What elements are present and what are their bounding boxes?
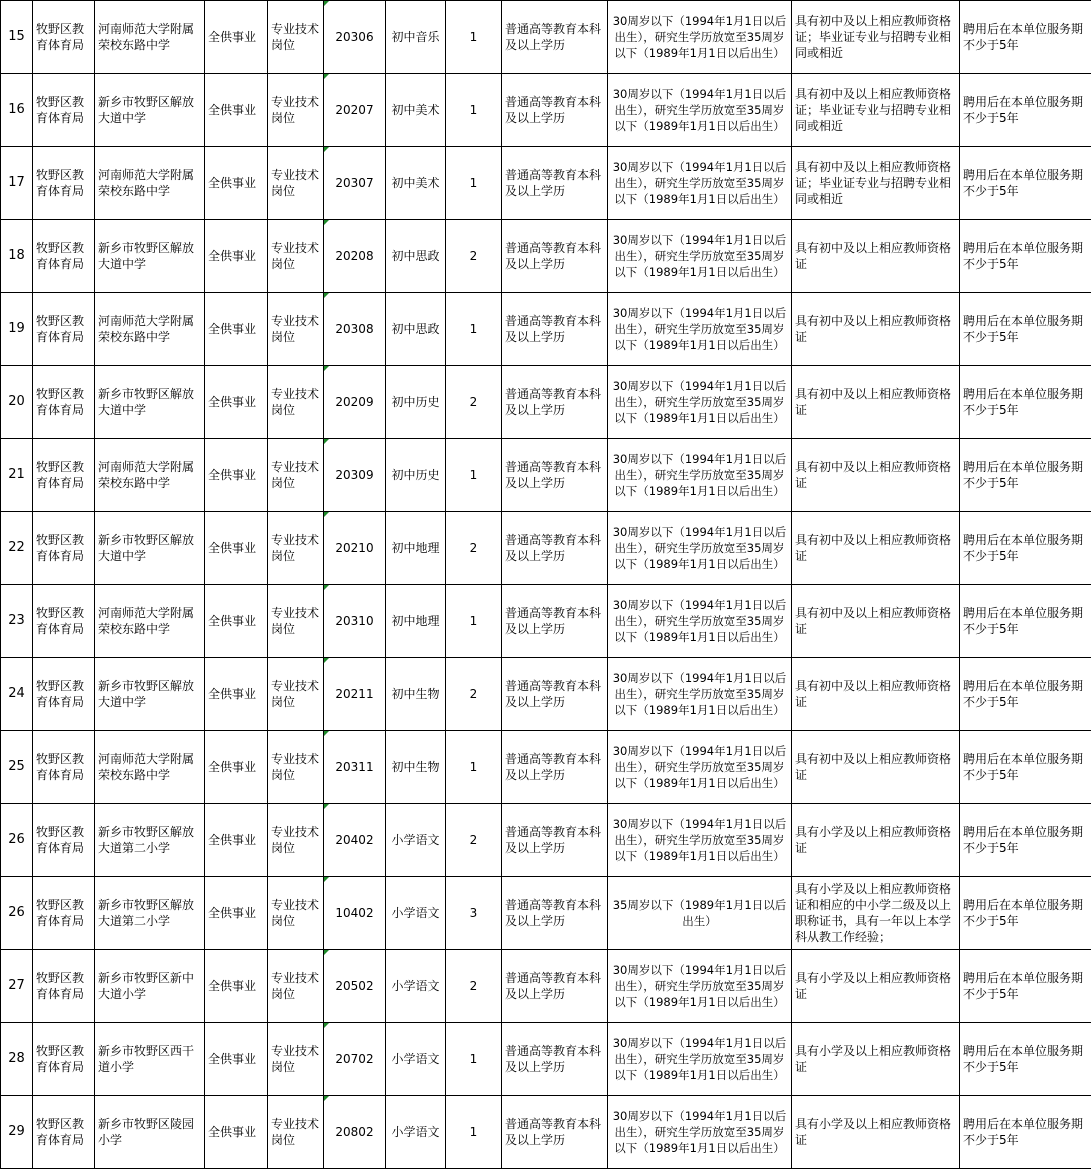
employer-unit-cell: 新乡市牧野区解放大道第二小学 [95,804,205,877]
education-requirement-cell: 普通高等教育本科及以上学历 [502,950,608,1023]
remarks-cell: 聘用后在本单位服务期不少于5年 [960,950,1091,1023]
table-row [1,1096,1091,1169]
funding-type-cell: 全供事业 [205,950,268,1023]
row-number-cell: 27 [1,950,33,1023]
row-number-cell: 19 [1,293,33,366]
qualification-requirement-cell [792,74,960,147]
qualification-requirement-cell [792,293,960,366]
funding-type-cell: 全供事业 [205,804,268,877]
post-code-cell: 10402 [324,877,386,950]
post-name-cell: 初中美术 [386,147,446,220]
education-requirement-cell: 普通高等教育本科及以上学历 [502,293,608,366]
employer-unit-cell: 新乡市牧野区新中大道小学 [95,950,205,1023]
post-name-cell: 初中历史 [386,439,446,512]
employer-unit-cell: 新乡市牧野区解放大道中学 [95,366,205,439]
row-number-cell: 26 [1,877,33,950]
hiring-count-cell: 2 [446,220,502,293]
remarks-cell: 聘用后在本单位服务期不少于5年 [960,1096,1091,1169]
row-number-cell: 25 [1,731,33,804]
organizing-department-cell: 牧野区教育体育局 [33,877,95,950]
employer-unit-cell: 新乡市牧野区解放大道第二小学 [95,877,205,950]
post-code-cell: 20310 [324,585,386,658]
row-number-cell: 23 [1,585,33,658]
employer-unit-cell: 新乡市牧野区陵园小学 [95,1096,205,1169]
post-name-cell: 初中思政 [386,220,446,293]
post-category-cell: 专业技术岗位 [268,585,324,658]
age-requirement-cell: 30周岁以下（1994年1月1日以后出生），研究生学历放宽至35周岁以下（1989年1月1日以后出生） [608,293,792,366]
remarks-cell: 聘用后在本单位服务期不少于5年 [960,439,1091,512]
organizing-department-cell: 牧野区教育体育局 [33,731,95,804]
row-number-cell: 24 [1,658,33,731]
funding-type-cell: 全供事业 [205,1,268,74]
qualification-requirement-cell [792,804,960,877]
post-category-cell: 专业技术岗位 [268,439,324,512]
post-name-cell: 小学语文 [386,1023,446,1096]
table-row [1,950,1091,1023]
employer-unit-cell: 新乡市牧野区解放大道中学 [95,512,205,585]
organizing-department-cell: 牧野区教育体育局 [33,220,95,293]
qualification-text: 具有初中及以上相应教师资格证 [795,241,952,271]
employer-unit-cell: 新乡市牧野区西干道小学 [95,1023,205,1096]
remarks-cell: 聘用后在本单位服务期不少于5年 [960,220,1091,293]
education-requirement-cell: 普通高等教育本科及以上学历 [502,74,608,147]
post-name-cell: 初中美术 [386,74,446,147]
education-requirement-cell: 普通高等教育本科及以上学历 [502,731,608,804]
post-category-cell: 专业技术岗位 [268,804,324,877]
post-category-cell: 专业技术岗位 [268,147,324,220]
post-name-cell: 小学语文 [386,877,446,950]
education-requirement-cell: 普通高等教育本科及以上学历 [502,1023,608,1096]
post-name-cell: 初中地理 [386,512,446,585]
post-code-cell: 20311 [324,731,386,804]
education-requirement-cell: 普通高等教育本科及以上学历 [502,220,608,293]
hiring-count-cell: 1 [446,439,502,512]
remarks-cell: 聘用后在本单位服务期不少于5年 [960,1023,1091,1096]
education-requirement-cell: 普通高等教育本科及以上学历 [502,658,608,731]
hiring-count-cell: 3 [446,877,502,950]
row-number-cell: 16 [1,74,33,147]
post-code-cell: 20702 [324,1023,386,1096]
age-requirement-cell: 30周岁以下（1994年1月1日以后出生），研究生学历放宽至35周岁以下（1989年1月1日以后出生） [608,1,792,74]
table-row [1,366,1091,439]
education-requirement-cell: 普通高等教育本科及以上学历 [502,804,608,877]
post-name-cell: 小学语文 [386,950,446,1023]
organizing-department-cell: 牧野区教育体育局 [33,1023,95,1096]
employer-unit-cell: 河南师范大学附属荣校东路中学 [95,585,205,658]
post-code-cell: 20207 [324,74,386,147]
funding-type-cell: 全供事业 [205,74,268,147]
post-category-cell: 专业技术岗位 [268,366,324,439]
organizing-department-cell: 牧野区教育体育局 [33,74,95,147]
age-requirement-cell: 30周岁以下（1994年1月1日以后出生），研究生学历放宽至35周岁以下（1989年1月1日以后出生） [608,731,792,804]
employer-unit-cell: 新乡市牧野区解放大道中学 [95,74,205,147]
funding-type-cell: 全供事业 [205,658,268,731]
table-row [1,439,1091,512]
employer-unit-cell: 河南师范大学附属荣校东路中学 [95,147,205,220]
qualification-requirement-cell [792,877,960,950]
qualification-requirement-cell [792,1,960,74]
qualification-text: 具有初中及以上相应教师资格证 [795,533,952,563]
age-requirement-cell: 30周岁以下（1994年1月1日以后出生），研究生学历放宽至35周岁以下（1989年1月1日以后出生） [608,950,792,1023]
organizing-department-cell: 牧野区教育体育局 [33,1096,95,1169]
remarks-cell: 聘用后在本单位服务期不少于5年 [960,366,1091,439]
employer-unit-cell: 新乡市牧野区解放大道中学 [95,220,205,293]
age-requirement-cell: 30周岁以下（1994年1月1日以后出生），研究生学历放宽至35周岁以下（1989年1月1日以后出生） [608,147,792,220]
remarks-cell: 聘用后在本单位服务期不少于5年 [960,293,1091,366]
post-category-cell: 专业技术岗位 [268,731,324,804]
post-code-cell: 20307 [324,147,386,220]
hiring-count-cell: 2 [446,804,502,877]
qualification-text: 具有初中及以上相应教师资格证 [795,387,952,417]
post-name-cell: 初中思政 [386,293,446,366]
funding-type-cell: 全供事业 [205,1096,268,1169]
post-category-cell: 专业技术岗位 [268,1096,324,1169]
hiring-count-cell: 1 [446,293,502,366]
education-requirement-cell: 普通高等教育本科及以上学历 [502,877,608,950]
remarks-cell: 聘用后在本单位服务期不少于5年 [960,658,1091,731]
funding-type-cell: 全供事业 [205,512,268,585]
table-row [1,731,1091,804]
post-name-cell: 初中生物 [386,658,446,731]
row-number-cell: 21 [1,439,33,512]
funding-type-cell: 全供事业 [205,1023,268,1096]
organizing-department-cell: 牧野区教育体育局 [33,366,95,439]
hiring-count-cell: 2 [446,366,502,439]
post-code-cell: 20308 [324,293,386,366]
qualification-requirement-cell [792,512,960,585]
row-number-cell: 22 [1,512,33,585]
organizing-department-cell: 牧野区教育体育局 [33,658,95,731]
hiring-count-cell: 1 [446,1,502,74]
qualification-text: 具有初中及以上相应教师资格证；毕业证专业与招聘专业相同或相近 [795,14,952,60]
table-row [1,804,1091,877]
row-number-cell: 28 [1,1023,33,1096]
qualification-text: 具有初中及以上相应教师资格证 [795,606,952,636]
organizing-department-cell: 牧野区教育体育局 [33,585,95,658]
age-requirement-cell: 30周岁以下（1994年1月1日以后出生），研究生学历放宽至35周岁以下（1989年1月1日以后出生） [608,439,792,512]
qualification-requirement-cell [792,585,960,658]
hiring-count-cell: 2 [446,512,502,585]
qualification-text: 具有小学及以上相应教师资格证 [795,1044,952,1074]
hiring-count-cell: 1 [446,1023,502,1096]
hiring-count-cell: 2 [446,950,502,1023]
hiring-count-cell: 1 [446,585,502,658]
employer-unit-cell: 新乡市牧野区解放大道中学 [95,658,205,731]
post-name-cell: 小学语文 [386,1096,446,1169]
qualification-text: 具有小学及以上相应教师资格证和相应的中小学二级及以上职称证书，具有一年以上本学科从教工作经验； [795,882,952,944]
funding-type-cell: 全供事业 [205,585,268,658]
post-name-cell: 初中地理 [386,585,446,658]
post-code-cell: 20306 [324,1,386,74]
education-requirement-cell: 普通高等教育本科及以上学历 [502,366,608,439]
age-requirement-cell: 30周岁以下（1994年1月1日以后出生），研究生学历放宽至35周岁以下（1989年1月1日以后出生） [608,658,792,731]
qualification-text: 具有初中及以上相应教师资格证 [795,752,952,782]
post-code-cell: 20210 [324,512,386,585]
remarks-cell: 聘用后在本单位服务期不少于5年 [960,585,1091,658]
qualification-requirement-cell [792,147,960,220]
age-requirement-cell: 30周岁以下（1994年1月1日以后出生），研究生学历放宽至35周岁以下（1989年1月1日以后出生） [608,1096,792,1169]
organizing-department-cell: 牧野区教育体育局 [33,1,95,74]
education-requirement-cell: 普通高等教育本科及以上学历 [502,1096,608,1169]
hiring-count-cell: 2 [446,658,502,731]
organizing-department-cell: 牧野区教育体育局 [33,439,95,512]
employer-unit-cell: 河南师范大学附属荣校东路中学 [95,293,205,366]
qualification-requirement-cell [792,439,960,512]
qualification-text: 具有小学及以上相应教师资格证 [795,971,952,1001]
table-body [1,1,1091,1169]
post-category-cell: 专业技术岗位 [268,293,324,366]
organizing-department-cell: 牧野区教育体育局 [33,950,95,1023]
remarks-cell: 聘用后在本单位服务期不少于5年 [960,147,1091,220]
post-category-cell: 专业技术岗位 [268,1023,324,1096]
organizing-department-cell: 牧野区教育体育局 [33,804,95,877]
organizing-department-cell: 牧野区教育体育局 [33,512,95,585]
age-requirement-cell: 30周岁以下（1994年1月1日以后出生），研究生学历放宽至35周岁以下（1989年1月1日以后出生） [608,512,792,585]
row-number-cell: 17 [1,147,33,220]
table-row [1,585,1091,658]
funding-type-cell: 全供事业 [205,293,268,366]
funding-type-cell: 全供事业 [205,220,268,293]
organizing-department-cell: 牧野区教育体育局 [33,147,95,220]
post-name-cell: 初中生物 [386,731,446,804]
table-row [1,293,1091,366]
table-row [1,74,1091,147]
education-requirement-cell: 普通高等教育本科及以上学历 [502,439,608,512]
row-number-cell: 29 [1,1096,33,1169]
post-code-cell: 20802 [324,1096,386,1169]
age-requirement-cell: 30周岁以下（1994年1月1日以后出生），研究生学历放宽至35周岁以下（1989年1月1日以后出生） [608,220,792,293]
employer-unit-cell: 河南师范大学附属荣校东路中学 [95,731,205,804]
organizing-department-cell: 牧野区教育体育局 [33,293,95,366]
qualification-requirement-cell [792,731,960,804]
post-code-cell: 20209 [324,366,386,439]
post-name-cell: 小学语文 [386,804,446,877]
funding-type-cell: 全供事业 [205,439,268,512]
qualification-text: 具有小学及以上相应教师资格证 [795,825,952,855]
hiring-count-cell: 1 [446,147,502,220]
funding-type-cell: 全供事业 [205,731,268,804]
post-name-cell: 初中音乐 [386,1,446,74]
education-requirement-cell: 普通高等教育本科及以上学历 [502,585,608,658]
row-number-cell: 26 [1,804,33,877]
remarks-cell: 聘用后在本单位服务期不少于5年 [960,804,1091,877]
employer-unit-cell: 河南师范大学附属荣校东路中学 [95,1,205,74]
post-category-cell: 专业技术岗位 [268,950,324,1023]
post-name-cell: 初中历史 [386,366,446,439]
remarks-cell: 聘用后在本单位服务期不少于5年 [960,1,1091,74]
funding-type-cell: 全供事业 [205,877,268,950]
qualification-text: 具有初中及以上相应教师资格证 [795,679,952,709]
post-category-cell: 专业技术岗位 [268,74,324,147]
education-requirement-cell: 普通高等教育本科及以上学历 [502,1,608,74]
post-code-cell: 20211 [324,658,386,731]
remarks-cell: 聘用后在本单位服务期不少于5年 [960,731,1091,804]
education-requirement-cell: 普通高等教育本科及以上学历 [502,147,608,220]
hiring-count-cell: 1 [446,731,502,804]
post-code-cell: 20309 [324,439,386,512]
post-code-cell: 20208 [324,220,386,293]
row-number-cell: 15 [1,1,33,74]
post-code-cell: 20402 [324,804,386,877]
age-requirement-cell: 30周岁以下（1994年1月1日以后出生），研究生学历放宽至35周岁以下（1989年1月1日以后出生） [608,804,792,877]
qualification-requirement-cell [792,1023,960,1096]
qualification-requirement-cell [792,1096,960,1169]
table-row [1,658,1091,731]
qualification-requirement-cell [792,220,960,293]
post-category-cell: 专业技术岗位 [268,877,324,950]
funding-type-cell: 全供事业 [205,147,268,220]
table-row [1,147,1091,220]
post-code-cell: 20502 [324,950,386,1023]
post-category-cell: 专业技术岗位 [268,512,324,585]
employer-unit-cell: 河南师范大学附属荣校东路中学 [95,439,205,512]
education-requirement-cell: 普通高等教育本科及以上学历 [502,512,608,585]
table-row [1,1,1091,74]
table-row [1,877,1091,950]
remarks-cell: 聘用后在本单位服务期不少于5年 [960,74,1091,147]
qualification-text: 具有初中及以上相应教师资格证；毕业证专业与招聘专业相同或相近 [795,87,952,133]
age-requirement-cell: 30周岁以下（1994年1月1日以后出生），研究生学历放宽至35周岁以下（1989年1月1日以后出生） [608,366,792,439]
table-row [1,512,1091,585]
table-row [1,220,1091,293]
age-requirement-cell: 30周岁以下（1994年1月1日以后出生），研究生学历放宽至35周岁以下（1989年1月1日以后出生） [608,1023,792,1096]
qualification-requirement-cell [792,658,960,731]
post-category-cell: 专业技术岗位 [268,220,324,293]
qualification-requirement-cell [792,366,960,439]
hiring-count-cell: 1 [446,1096,502,1169]
remarks-cell: 聘用后在本单位服务期不少于5年 [960,512,1091,585]
row-number-cell: 18 [1,220,33,293]
qualification-text: 具有初中及以上相应教师资格证 [795,314,952,344]
qualification-text: 具有小学及以上相应教师资格证 [795,1117,952,1147]
table-row [1,1023,1091,1096]
qualification-text: 具有初中及以上相应教师资格证；毕业证专业与招聘专业相同或相近 [795,160,952,206]
hiring-count-cell: 1 [446,74,502,147]
age-requirement-cell: 30周岁以下（1994年1月1日以后出生），研究生学历放宽至35周岁以下（1989年1月1日以后出生） [608,74,792,147]
remarks-cell: 聘用后在本单位服务期不少于5年 [960,877,1091,950]
age-requirement-cell: 35周岁以下（1989年1月1日以后出生） [608,877,792,950]
qualification-text: 具有初中及以上相应教师资格证 [795,460,952,490]
post-category-cell: 专业技术岗位 [268,658,324,731]
post-category-cell: 专业技术岗位 [268,1,324,74]
funding-type-cell: 全供事业 [205,366,268,439]
qualification-requirement-cell [792,950,960,1023]
row-number-cell: 20 [1,366,33,439]
age-requirement-cell: 30周岁以下（1994年1月1日以后出生），研究生学历放宽至35周岁以下（1989年1月1日以后出生） [608,585,792,658]
